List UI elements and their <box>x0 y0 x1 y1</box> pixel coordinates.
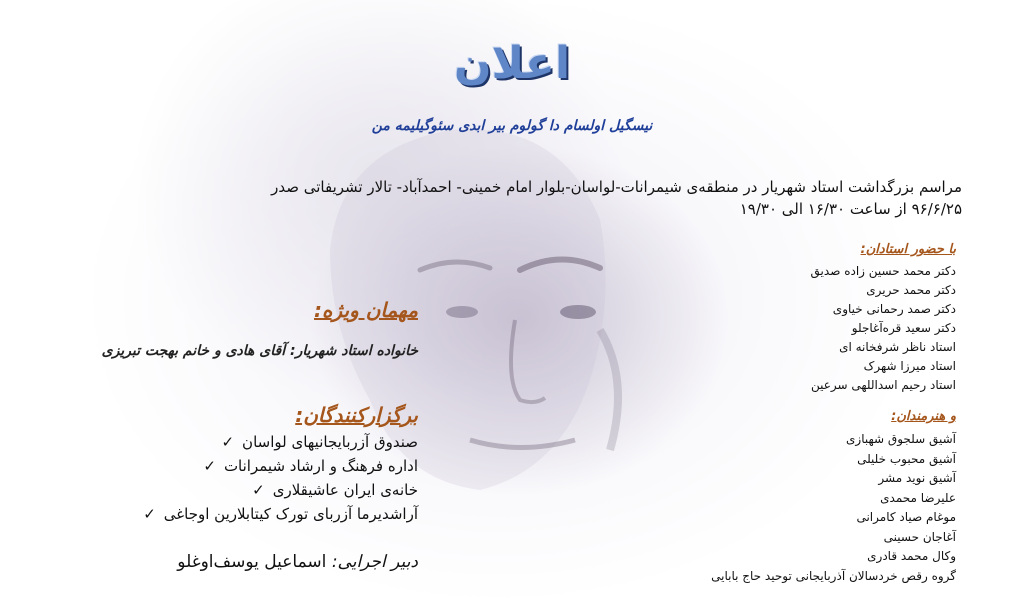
list-item: آغاجان حسینی <box>883 529 956 544</box>
organizer-name: خانه‌ی ایران عاشیقلاری <box>272 481 418 499</box>
list-item: آشیق سلجوق شهبازی <box>846 432 956 446</box>
masters-heading: با حضور استادان: <box>860 242 956 257</box>
list-item <box>143 430 418 454</box>
special-guest-heading: مهمان ویژه: <box>314 298 418 322</box>
secretary-label: دبیر اجرایی: <box>331 552 418 572</box>
list-item: استاد میرزا شهرک <box>863 359 956 373</box>
list-item <box>143 454 418 478</box>
list-item: دکتر محمد حریری <box>866 283 956 297</box>
list-item: استاد رحیم اسداللهی سرعین <box>810 378 956 392</box>
list-item: دکتر صمد رحمانی خیاوی <box>832 302 956 316</box>
artists-heading: و هنرمندان: <box>891 409 956 424</box>
poster-subtitle: نیسگیل اولسام دا گولوم بیر ابدی سئوگیلیمه من <box>371 118 653 134</box>
list-item: گروه رقص خردسالان آذربایجانی توحید حاج بابایی <box>711 568 956 583</box>
list-item: دکتر سعید قره‌آغاجلو <box>851 321 956 335</box>
list-item: علیرضا محمدی <box>880 490 956 505</box>
secretary-name: اسماعیل یوسف‌اوغلو <box>177 552 327 572</box>
ceremony-details <box>202 176 962 220</box>
executive-secretary <box>177 552 418 572</box>
list-item: استاد ناظر شرفخانه ای <box>839 340 956 354</box>
check-icon: ✓ <box>252 481 265 499</box>
poster-title: اعلان <box>453 38 571 89</box>
check-icon: ✓ <box>143 505 156 523</box>
ceremony-description: مراسم بزرگداشت استاد شهریار در منطقه‌ی شیمرانات-لواسان-بلوار امام خمینی- احمدآباد- تالار تشریفاتی صدر <box>271 178 962 196</box>
check-icon: ✓ <box>221 433 235 451</box>
organizers-heading: برگزارکنندگان: <box>295 403 418 427</box>
list-item: آشیق نوید مشر <box>878 471 956 485</box>
list-item: موغام صیاد کامرانی <box>856 510 956 524</box>
special-guest-text: خانواده استاد شهریار: آقای هادی و خانم بهجت تبریزی <box>101 343 418 359</box>
list-item <box>143 502 418 526</box>
organizer-name: اداره فرهنگ و ارشاد شیمرانات <box>223 457 418 475</box>
ceremony-date-time: ۹۶/۶/۲۵ از ساعت ۱۶/۳۰ الی ۱۹/۳۰ <box>739 200 962 218</box>
artists-list <box>711 430 956 586</box>
masters-list <box>811 262 956 395</box>
organizer-name: آراشدیرما آزربای تورک کیتابلارین اوجاغی <box>163 505 418 523</box>
list-item <box>143 478 418 502</box>
list-item: وکال محمد قادری <box>867 549 956 563</box>
check-icon: ✓ <box>203 457 216 475</box>
list-item: آشیق محبوب خلیلی <box>857 451 956 466</box>
organizers-list <box>143 430 418 526</box>
list-item: دکتر محمد حسین زاده صدیق <box>810 264 956 278</box>
organizer-name: صندوق آزربایجانیهای لواسان <box>242 433 418 451</box>
